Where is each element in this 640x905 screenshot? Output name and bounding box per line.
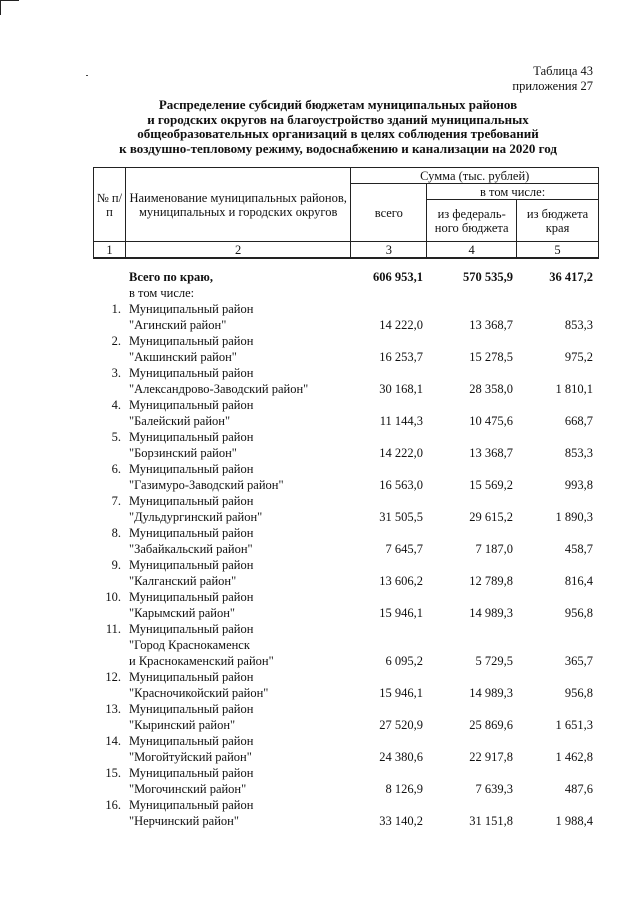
- row-total: 14 222,0: [379, 318, 423, 332]
- row-federal: 22 917,8: [469, 750, 513, 764]
- table-row: [93, 429, 599, 445]
- row-federal: 13 368,7: [469, 318, 513, 332]
- row-name: "Город Краснокаменск: [129, 638, 250, 652]
- row-number: 3.: [111, 366, 121, 380]
- total-regional: 36 417,2: [549, 270, 593, 284]
- header-federal: из федераль-ного бюджета: [427, 200, 517, 242]
- title-line: и городских округов на благоустройство зданий муниципальных: [147, 111, 529, 127]
- header-total: всего: [351, 184, 427, 242]
- row-federal: 7 639,3: [475, 782, 513, 796]
- row-name: Муниципальный район: [129, 526, 254, 540]
- row-name: "Забайкальский район": [129, 542, 253, 556]
- row-federal: 12 789,8: [469, 574, 513, 588]
- including-label: в том числе:: [129, 286, 195, 300]
- table-header: [93, 167, 599, 259]
- row-federal: 31 151,8: [469, 814, 513, 828]
- table-row: [93, 637, 599, 653]
- column-number: 4: [427, 242, 517, 259]
- row-regional: 975,2: [564, 350, 593, 364]
- row-federal: 5 729,5: [475, 654, 513, 668]
- row-regional: 1 890,3: [555, 510, 593, 524]
- row-federal: 28 358,0: [469, 382, 513, 396]
- row-regional: 365,7: [564, 654, 593, 668]
- total-subtitle-row: [93, 285, 599, 301]
- header-name: Наименование муниципальных районов, муниципальных и городских округов: [125, 168, 350, 242]
- row-name: "Агинский район": [129, 318, 227, 332]
- page-corner-mark: [0, 0, 19, 15]
- row-number: 13.: [105, 702, 121, 716]
- row-name: Муниципальный район: [129, 302, 254, 316]
- table-row: [93, 477, 599, 493]
- row-total: 16 253,7: [379, 350, 423, 364]
- table-row: [93, 733, 599, 749]
- row-name: Муниципальный район: [129, 766, 254, 780]
- row-regional: 1 988,4: [555, 814, 593, 828]
- table-row: [93, 765, 599, 781]
- row-number: 11.: [105, 622, 121, 636]
- table-row: [93, 669, 599, 685]
- row-regional: 1 810,1: [555, 382, 593, 396]
- row-total: 30 168,1: [379, 382, 423, 396]
- row-total: 7 645,7: [385, 542, 423, 556]
- table-row: [93, 509, 599, 525]
- table-row: [93, 573, 599, 589]
- table-row: [93, 717, 599, 733]
- row-number: 5.: [111, 430, 121, 444]
- row-name: "Александрово-Заводский район": [129, 382, 309, 396]
- table-row: [93, 349, 599, 365]
- table-row: [93, 317, 599, 333]
- row-name: "Борзинский район": [129, 446, 237, 460]
- appendix-number: приложения 27: [512, 79, 593, 93]
- row-federal: 13 368,7: [469, 446, 513, 460]
- row-name: "Могойтуйский район": [129, 750, 252, 764]
- scan-speck: [86, 75, 88, 76]
- table-row: [93, 749, 599, 765]
- row-number: 1.: [111, 302, 121, 316]
- row-number: 12.: [105, 670, 121, 684]
- total-sum: 606 953,1: [373, 270, 423, 284]
- row-regional: 668,7: [564, 414, 593, 428]
- column-number: 3: [351, 242, 427, 259]
- row-total: 13 606,2: [379, 574, 423, 588]
- row-federal: 15 569,2: [469, 478, 513, 492]
- row-name: Муниципальный район: [129, 462, 254, 476]
- column-number: 2: [125, 242, 350, 259]
- row-name: Муниципальный район: [129, 398, 254, 412]
- row-regional: 993,8: [564, 478, 593, 492]
- table-row: [93, 541, 599, 557]
- row-name: Муниципальный район: [129, 430, 254, 444]
- row-name: Муниципальный район: [129, 366, 254, 380]
- row-number: 15.: [105, 766, 121, 780]
- table-row: [93, 493, 599, 509]
- row-regional: 1 462,8: [555, 750, 593, 764]
- row-regional: 458,7: [564, 542, 593, 556]
- row-name: Муниципальный район: [129, 798, 254, 812]
- row-total: 27 520,9: [379, 718, 423, 732]
- header-regional: из бюджета края: [517, 200, 599, 242]
- row-number: 2.: [111, 334, 121, 348]
- row-number: 7.: [111, 494, 121, 508]
- row-federal: 15 278,5: [469, 350, 513, 364]
- row-total: 15 946,1: [379, 686, 423, 700]
- table-body: [93, 269, 599, 829]
- row-name: и Краснокаменский район": [129, 654, 274, 668]
- row-regional: 853,3: [564, 318, 593, 332]
- row-name: Муниципальный район: [129, 734, 254, 748]
- row-name: "Могочинский район": [129, 782, 247, 796]
- table-row: [93, 557, 599, 573]
- row-federal: 10 475,6: [469, 414, 513, 428]
- row-total: 24 380,6: [379, 750, 423, 764]
- row-name: Муниципальный район: [129, 558, 254, 572]
- table-row: [93, 781, 599, 797]
- row-federal: 25 869,6: [469, 718, 513, 732]
- table-row: [93, 701, 599, 717]
- total-label: Всего по краю,: [129, 270, 213, 284]
- row-number: 6.: [111, 462, 121, 476]
- table-row: [93, 445, 599, 461]
- row-regional: 853,3: [564, 446, 593, 460]
- row-name: "Нерчинский район": [129, 814, 239, 828]
- title-line: Распределение субсидий бюджетам муниципальных районов: [158, 97, 518, 112]
- document-title: [60, 98, 616, 156]
- table-row: [93, 653, 599, 669]
- table-row: [93, 685, 599, 701]
- table-number: Таблица 43: [533, 64, 593, 78]
- header-including: в том числе:: [427, 184, 599, 200]
- row-total: 11 144,3: [379, 414, 423, 428]
- row-number: 10.: [105, 590, 121, 604]
- row-number: 14.: [105, 734, 121, 748]
- table-row: [93, 589, 599, 605]
- table-row: [93, 301, 599, 317]
- row-name: Муниципальный район: [129, 590, 254, 604]
- row-name: "Дульдургинский район": [129, 510, 263, 524]
- row-name: Муниципальный район: [129, 334, 254, 348]
- table-row: [93, 605, 599, 621]
- row-total: 33 140,2: [379, 814, 423, 828]
- row-name: "Газимуро-Заводский район": [129, 478, 284, 492]
- row-federal: 14 989,3: [469, 686, 513, 700]
- table-row: [93, 621, 599, 637]
- row-name: Муниципальный район: [129, 702, 254, 716]
- column-number: 5: [517, 242, 599, 259]
- table-row: [93, 525, 599, 541]
- row-number: 4.: [111, 398, 121, 412]
- header-num: № п/п: [94, 168, 126, 242]
- header-sum: Сумма (тыс. рублей): [351, 168, 599, 184]
- row-total: 16 563,0: [379, 478, 423, 492]
- table-reference: [512, 64, 593, 94]
- table-row: [93, 333, 599, 349]
- row-federal: 14 989,3: [469, 606, 513, 620]
- table-row: [93, 813, 599, 829]
- row-total: 8 126,9: [385, 782, 423, 796]
- row-number: 9.: [111, 558, 121, 572]
- title-line: общеобразовательных организаций в целях соблюдения требований: [137, 126, 539, 141]
- row-name: Муниципальный район: [129, 670, 254, 684]
- row-total: 31 505,5: [379, 510, 423, 524]
- column-number: 1: [94, 242, 126, 259]
- total-row: [93, 269, 599, 285]
- total-federal: 570 535,9: [463, 270, 513, 284]
- table-row: [93, 413, 599, 429]
- table-row: [93, 397, 599, 413]
- row-regional: 956,8: [564, 606, 593, 620]
- row-name: "Красночикойский район": [129, 686, 269, 700]
- row-name: "Кыринский район": [129, 718, 236, 732]
- row-total: 15 946,1: [379, 606, 423, 620]
- title-line: к воздушно-тепловому режиму, водоснабжению и канализации на 2020 год: [119, 140, 557, 156]
- row-regional: 816,4: [564, 574, 593, 588]
- row-number: 16.: [105, 798, 121, 812]
- table-row: [93, 797, 599, 813]
- row-total: 6 095,2: [385, 654, 423, 668]
- row-total: 14 222,0: [379, 446, 423, 460]
- row-federal: 29 615,2: [469, 510, 513, 524]
- row-regional: 487,6: [564, 782, 593, 796]
- table-row: [93, 381, 599, 397]
- row-name: Муниципальный район: [129, 494, 254, 508]
- row-name: "Карымский район": [129, 606, 236, 620]
- table-row: [93, 365, 599, 381]
- row-name: "Акшинский район": [129, 350, 237, 364]
- row-name: "Балейский район": [129, 414, 231, 428]
- row-number: 8.: [111, 526, 121, 540]
- table-row: [93, 461, 599, 477]
- row-name: "Калганский район": [129, 574, 237, 588]
- row-regional: 1 651,3: [555, 718, 593, 732]
- row-federal: 7 187,0: [475, 542, 513, 556]
- row-name: Муниципальный район: [129, 622, 254, 636]
- row-regional: 956,8: [564, 686, 593, 700]
